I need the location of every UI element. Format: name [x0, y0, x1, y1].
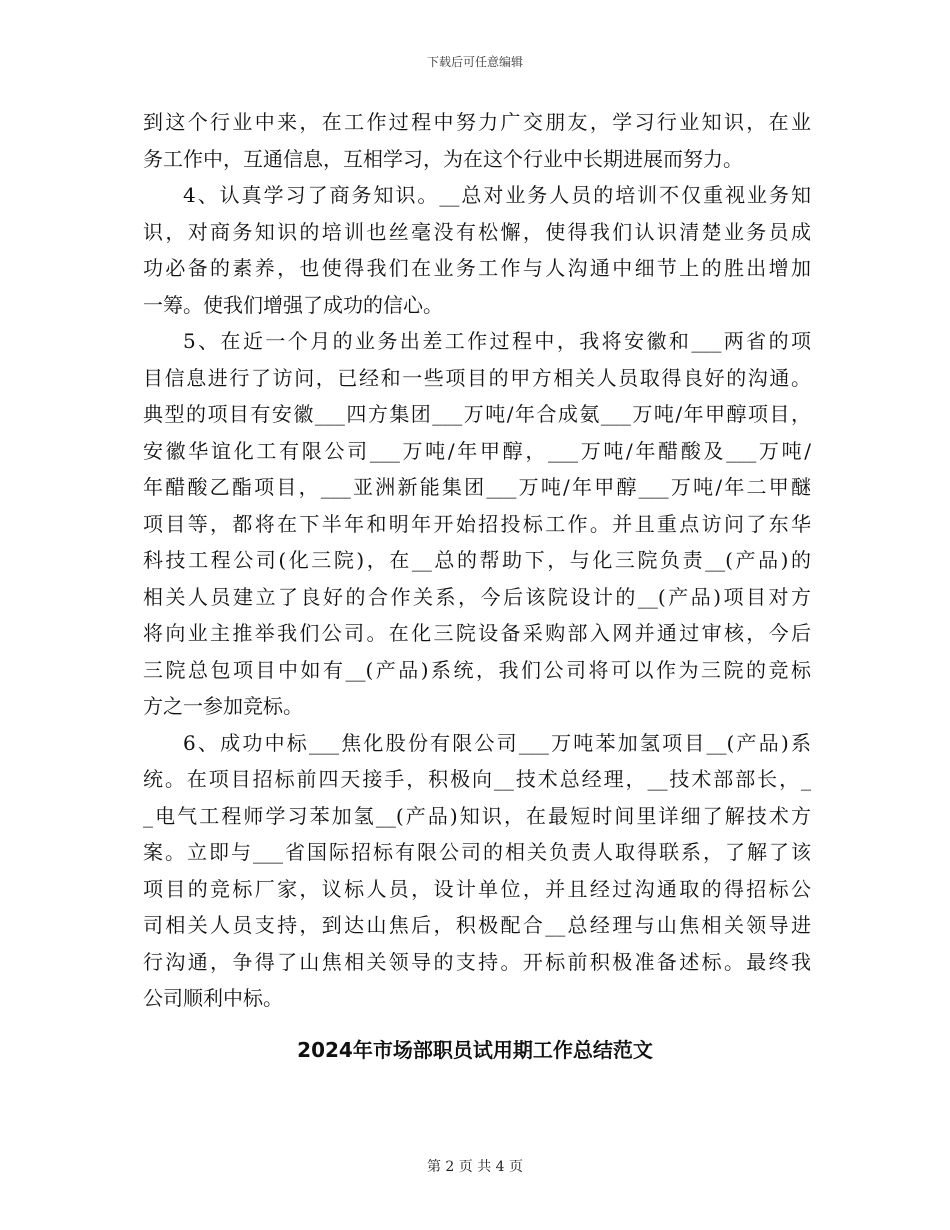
section-title: 2024年市场部职员试用期工作总结范文: [297, 1038, 653, 1062]
page-header-note: 下载后可任意编辑: [426, 55, 523, 69]
text-line: 方之一参加竞标。: [143, 694, 303, 718]
text-line: 公司顺利中标。: [143, 986, 283, 1010]
text-line: 典型的项目有安徽___四方集团___万吨/年合成氨___万吨/年甲醇项目，: [143, 402, 811, 426]
text-line: 识，对商务知识的培训也丝毫没有松懈，使得我们认识清楚业务员成: [143, 219, 811, 244]
text-line: 项目等，都将在下半年和明年开始招投标工作。并且重点访问了东华: [143, 511, 811, 536]
text-line: 统。在项目招标前四天接手，积极向__技术总经理，__技术部部长，_: [143, 767, 811, 791]
text-line: 功必备的素养，也使得我们在业务工作与人沟通中细节上的胜出增加: [143, 256, 811, 280]
text-line: 5、在近一个月的业务出差工作过程中，我将安徽和___两省的项: [183, 329, 811, 353]
text-line: 三院总包项目中如有__(产品)系统，我们公司将可以作为三院的竞标: [143, 657, 811, 682]
text-line: 司相关人员支持，到达山焦后，积极配合__总经理与山焦相关领导进: [143, 913, 811, 937]
text-line: _电气工程师学习苯加氢__(产品)知识，在最短时间里详细了解技术方: [143, 803, 811, 828]
paragraph-item-4: [143, 177, 811, 323]
text-line: 到这个行业中来，在工作过程中努力广交朋友，学习行业知识，在业: [143, 110, 811, 134]
text-line: 项目的竞标厂家，议标人员，设计单位，并且经过沟通取的得招标公: [143, 876, 811, 901]
text-line: 行沟通，争得了山焦相关领导的支持。开标前积极准备述标。最终我: [143, 949, 811, 974]
page-number: 第 2 页 共 4 页: [426, 1159, 524, 1175]
paragraph-continuation: [143, 104, 811, 177]
text-line: 4、认真学习了商务知识。__总对业务人员的培训不仅重视业务知: [183, 183, 811, 207]
text-line: 目信息进行了访问，已经和一些项目的甲方相关人员取得良好的沟通。: [143, 365, 811, 390]
text-line: 安徽华谊化工有限公司___万吨/年甲醇，___万吨/年醋酸及___万吨/: [143, 438, 811, 463]
text-line: 年醋酸乙酯项目，___亚洲新能集团___万吨/年甲醇___万吨/年二甲醚: [143, 475, 811, 499]
paragraph-item-5: [143, 323, 811, 725]
document-body: [143, 104, 811, 1017]
text-line: 将向业主推举我们公司。在化三院设备采购部入网并通过审核，今后: [143, 621, 811, 645]
text-line: 相关人员建立了良好的合作关系，今后该院设计的__(产品)项目对方: [143, 584, 811, 609]
text-line: 一筹。使我们增强了成功的信心。: [143, 292, 443, 317]
text-line: 6、成功中标___焦化股份有限公司___万吨苯加氢项目__(产品)系: [183, 730, 811, 755]
paragraph-item-6: [143, 725, 811, 1017]
text-line: 科技工程公司(化三院)，在__总的帮助下，与化三院负责__(产品)的: [143, 548, 811, 572]
text-line: 案。立即与___省国际招标有限公司的相关负责人取得联系，了解了该: [143, 840, 811, 864]
text-line: 务工作中，互通信息，互相学习，为在这个行业中长期进展而努力。: [143, 146, 743, 171]
